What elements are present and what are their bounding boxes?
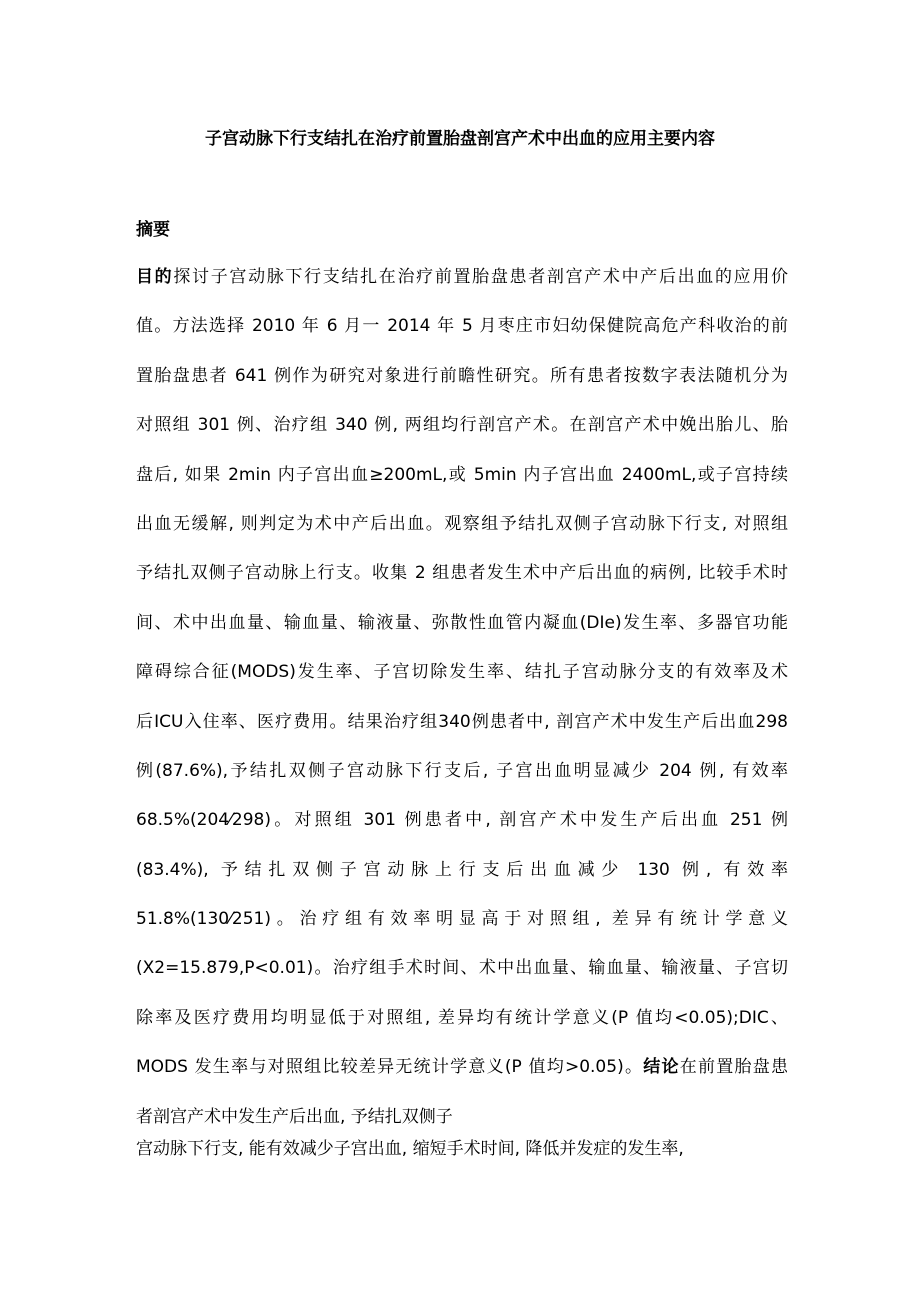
objective-label: 目的 [136, 267, 174, 287]
abstract-line: 后ICU入住率、医疗费用。结果治疗组340例患者中, 剖宫产术中发生产后出血298 [136, 711, 788, 732]
abstract-heading: 摘要 [136, 220, 170, 240]
abstract-line: 68.5%(204⁄298)。对照组 301 例患者中, 剖宫产术中发生产后出血 251 例 [136, 810, 788, 831]
abstract-line: 宫动脉下行支, 能有效减少子宫出血, 缩短手术时间, 降低并发症的发生率, [136, 1138, 684, 1159]
abstract-body [136, 261, 788, 1182]
abstract-line-text: 探讨子宫动脉下行支结扎在治疗前置胎盘患者剖宫产术中产后出血的应用价 [173, 267, 789, 287]
abstract-line-text: 在前置胎盘患 [679, 1057, 789, 1078]
abstract-line: 置胎盘患者 641 例作为研究对象进行前瞻性研究。所有患者按数字表法随机分为 [136, 365, 788, 386]
abstract-line: 出血无缓解, 则判定为术中产后出血。观察组予结扎双侧子宫动脉下行支, 对照组 [136, 513, 788, 534]
abstract-line [136, 1051, 788, 1083]
abstract-line: 对照组 301 例、治疗组 340 例, 两组均行剖宫产术。在剖宫产术中娩出胎儿、胎 [136, 415, 788, 436]
abstract-line: 例(87.6%),予结扎双侧子宫动脉下行支后, 子宫出血明显减少 204 例, 有效率 [136, 760, 788, 781]
abstract-line [136, 261, 788, 293]
abstract-line: 值。方法选择 2010 年 6 月一 2014 年 5 月枣庄市妇幼保健院高危产科收治的前 [136, 316, 788, 337]
abstract-line: 间、术中出血量、输血量、输液量、弥散性血管内凝血(DIe)发生率、多器官功能 [136, 612, 788, 633]
abstract-line: 盘后, 如果 2min 内子宫出血≥200mL,或 5min 内子宫出血 2400mL,或子宫持续 [136, 464, 788, 485]
abstract-line: (83.4%), 予结扎双侧子宫动脉上行支后出血减少 130 例, 有效率 [136, 859, 788, 880]
abstract-line: 除率及医疗费用均明显低于对照组, 差异均有统计学意义(P 值均<0.05);DIC、 [136, 1007, 788, 1028]
abstract-line: 者剖宫产术中发生产后出血, 予结扎双侧子 [136, 1106, 453, 1127]
conclusion-label: 结论 [643, 1057, 680, 1078]
abstract-line: 予结扎双侧子宫动脉上行支。收集 2 组患者发生术中产后出血的病例, 比较手术时 [136, 563, 788, 584]
abstract-line-text: MODS 发生率与对照组比较差异无统计学意义(P 值均>0.05)。 [136, 1057, 644, 1078]
document-title: 子宫动脉下行支结扎在治疗前置胎盘剖宫产术中出血的应用主要内容 [205, 129, 715, 149]
abstract-line: (X2=15.879,P<0.01)。治疗组手术时间、术中出血量、输血量、输液量、子宫切 [136, 958, 788, 979]
abstract-line: 51.8%(130⁄251)。治疗组有效率明显高于对照组, 差异有统计学意义 [136, 909, 788, 930]
abstract-line: 障碍综合征(MODS)发生率、子宫切除发生率、结扎子宫动脉分支的有效率及术 [136, 662, 788, 683]
